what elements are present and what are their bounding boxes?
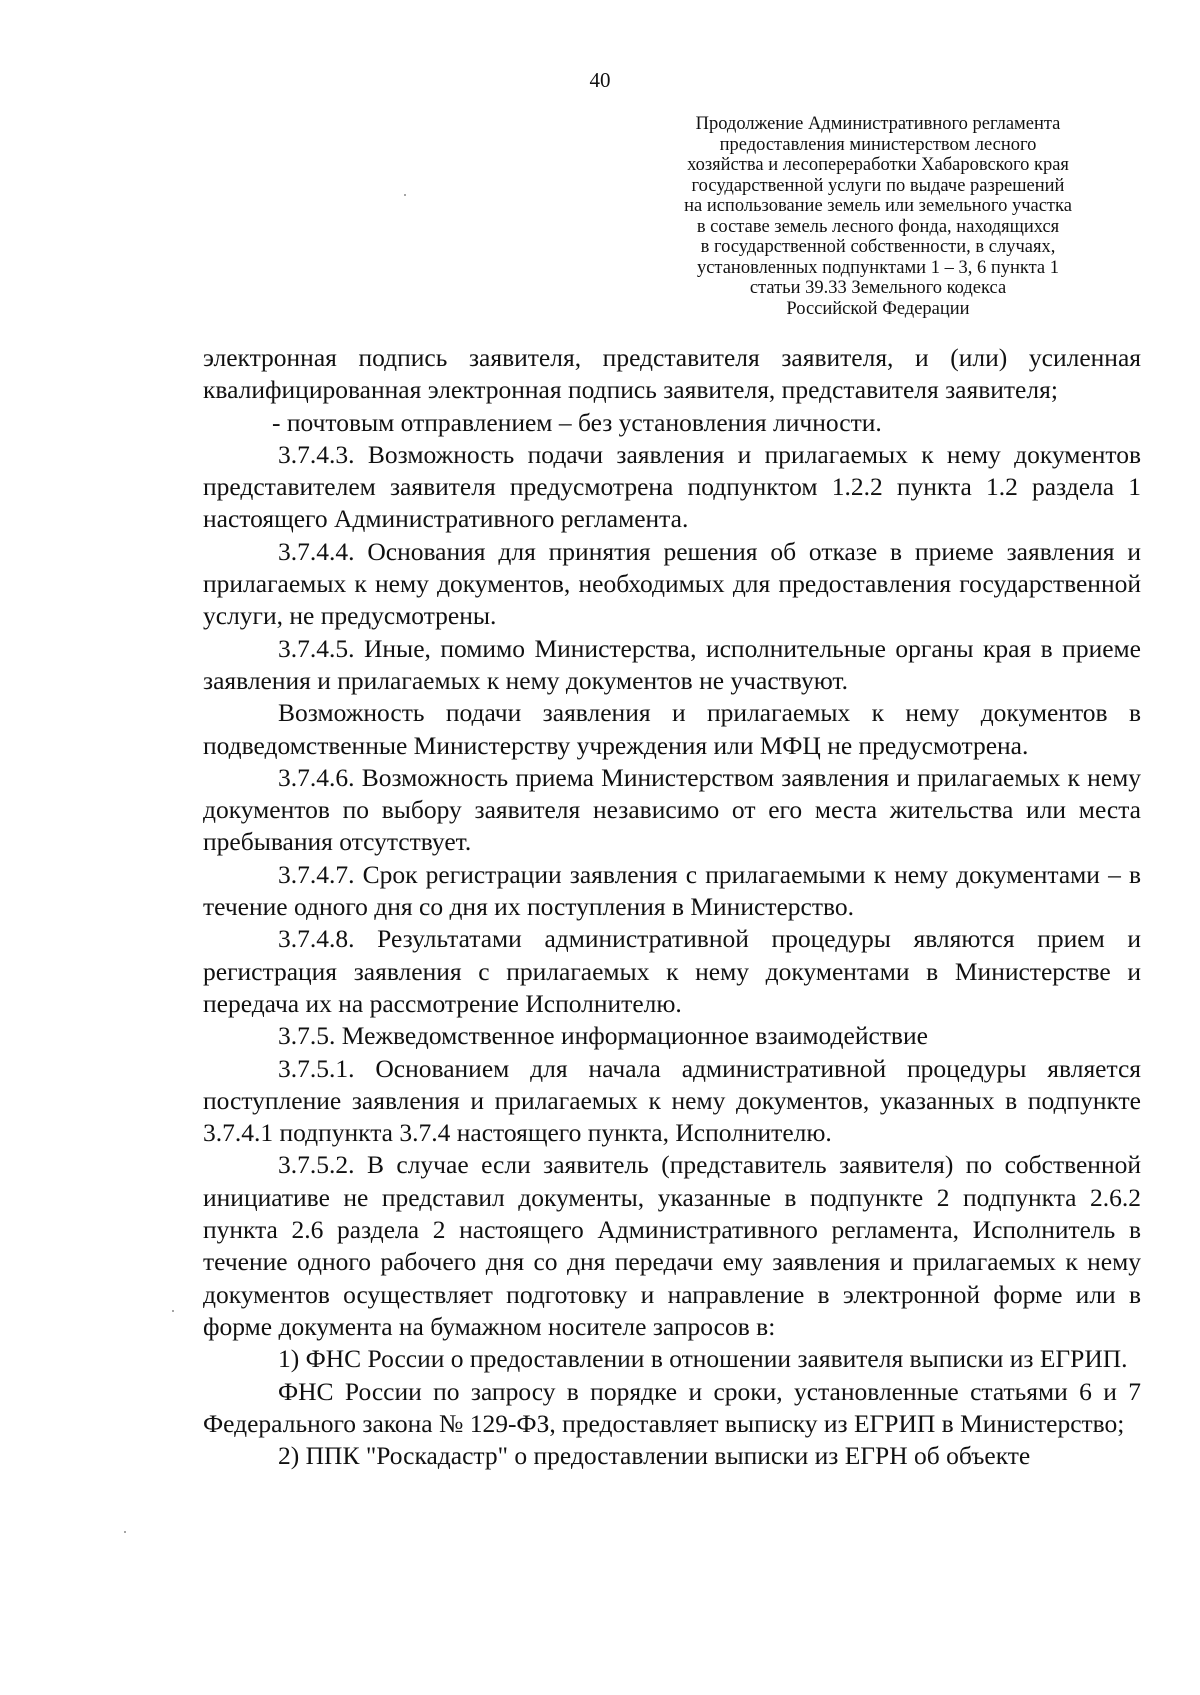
document-header	[628, 114, 1128, 319]
header-line: на использование земель или земельного участка	[684, 196, 1072, 216]
scan-speck	[404, 194, 406, 196]
page-number: 40	[589, 68, 611, 92]
header-line: в составе земель лесного фонда, находящихся	[696, 216, 1060, 237]
body-paragraph: 3.7.4.4. Основания для принятия решения об отказе в приеме заявления и прилагаемых к нему документов, необходимых для предоставления государственной услуги, не предусмотрены.	[203, 536, 1141, 631]
body-paragraph: 3.7.4.3. Возможность подачи заявления и прилагаемых к нему документов представителем заявителя предусмотрена подпунктом 1.2.2 пункта 1.2 раздела 1 настоящего Административного регламента.	[203, 439, 1141, 534]
body-paragraph: 3.7.4.5. Иные, помимо Министерства, исполнительные органы края в приеме заявления и прилагаемых к нему документов не участвуют.	[203, 633, 1141, 695]
scan-speck	[172, 1310, 174, 1312]
header-line: Российской Федерации	[786, 298, 970, 319]
header-line: в государственной собственности, в случаях,	[700, 237, 1056, 257]
body-paragraph: - почтовым отправлением – без установления личности.	[272, 407, 882, 437]
scan-speck	[124, 1531, 126, 1533]
header-line: установленных подпунктами 1 – 3, 6 пункта 1	[696, 257, 1060, 278]
document-body	[203, 342, 1141, 1472]
body-paragraph: электронная подпись заявителя, представителя заявителя, и (или) усиленная квалифицированная электронная подпись заявителя, представителя заявителя;	[203, 343, 1141, 405]
body-paragraph: Возможность подачи заявления и прилагаемых к нему документов в подведомственные Министерству учреждения или МФЦ не предусмотрена.	[203, 698, 1141, 760]
header-line: предоставления министерством лесного	[719, 134, 1037, 155]
body-paragraph: 1) ФНС России о предоставлении в отношении заявителя выписки из ЕГРИП.	[278, 1344, 1128, 1374]
header-line: хозяйства и лесопереработки Хабаровского края	[687, 155, 1069, 175]
body-paragraph: 3.7.4.8. Результатами административной процедуры являются прием и регистрация заявления с прилагаемых к нему документами в Министерстве и передача их на рассмотрение Исполнителю.	[203, 924, 1141, 1018]
body-paragraph: 2) ППК "Роскадастр" о предоставлении выписки из ЕГРН об объекте	[278, 1441, 1031, 1471]
header-line: Продолжение Административного регламента	[695, 114, 1061, 134]
body-paragraph: 3.7.5.1. Основанием для начала административной процедуры является поступление заявления и прилагаемых к нему документов, указанных в подпункте 3.7.4.1 подпункта 3.7.4 настоящего пункта, Исполнителю.	[203, 1053, 1141, 1148]
body-paragraph: ФНС России по запросу в порядке и сроки, установленные статьями 6 и 7 Федерального закона № 129-ФЗ, предоставляет выписку из ЕГРИП в Министерство;	[203, 1376, 1141, 1438]
body-paragraph: 3.7.5.2. В случае если заявитель (представитель заявителя) по собственной инициативе не представил документы, указанные в подпункте 2 подпункта 2.6.2 пункта 2.6 раздела 2 настоящего Административного регламента, Исполнитель в течение одного рабочего дня со дня передачи ему заявления и прилагаемых к нему документов осуществляет подготовку и направление в электронной форме или в форме документа на бумажном носителе запросов в:	[203, 1150, 1141, 1341]
body-paragraph: 3.7.5. Межведомственное информационное взаимодействие	[278, 1021, 928, 1051]
body-paragraph: 3.7.4.6. Возможность приема Министерством заявления и прилагаемых к нему документов по выбору заявителя независимо от его места жительства или места пребывания отсутствует.	[203, 762, 1141, 857]
header-line: государственной услуги по выдаче разрешений	[691, 175, 1065, 196]
body-paragraph: 3.7.4.7. Срок регистрации заявления с прилагаемыми к нему документами – в течение одного дня со дня их поступления в Министерство.	[203, 859, 1141, 922]
header-line: статьи 39.33 Земельного кодекса	[749, 278, 1007, 298]
